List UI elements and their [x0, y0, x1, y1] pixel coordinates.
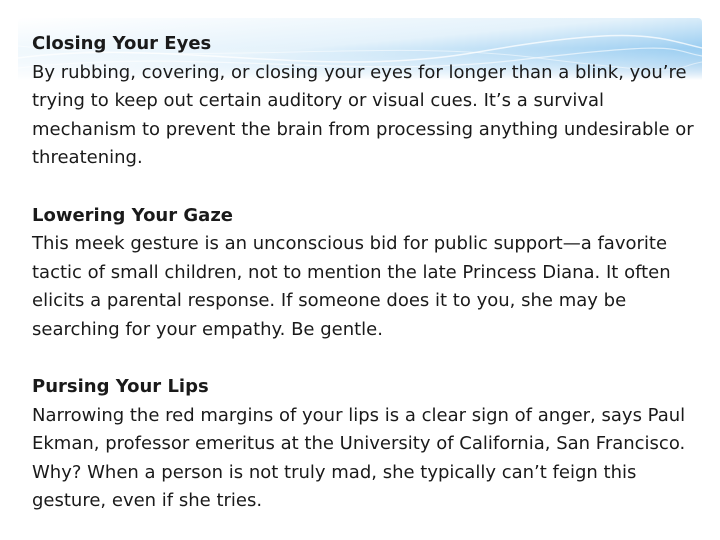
section-body: By rubbing, covering, or closing your eyes for longer than a blink, you’re trying to keep out certain auditory or visual cues. It’s a survival mechanism to prevent the brain from processing anything undesirable or threatening.	[32, 61, 694, 168]
section-lowering-your-gaze	[32, 202, 704, 345]
section-title: Closing Your Eyes	[32, 33, 212, 54]
section-body: Narrowing the red margins of your lips is a clear sign of anger, says Paul Ekman, professor emeritus at the University of California, San Francisco. Why? When a person is not truly mad, she typically can’t feign this gesture, even if she tries.	[32, 404, 686, 511]
section-pursing-your-lips	[32, 373, 704, 516]
section-body: This meek gesture is an unconscious bid for public support—a favorite tactic of small children, not to mention the late Princess Diana. It often elicits a parental response. If someone does it to you, she may be searching for your empathy. Be gentle.	[32, 233, 671, 340]
slide-content	[32, 30, 704, 516]
section-title: Pursing Your Lips	[32, 376, 209, 397]
section-title: Lowering Your Gaze	[32, 204, 233, 226]
section-closing-your-eyes	[32, 30, 704, 173]
